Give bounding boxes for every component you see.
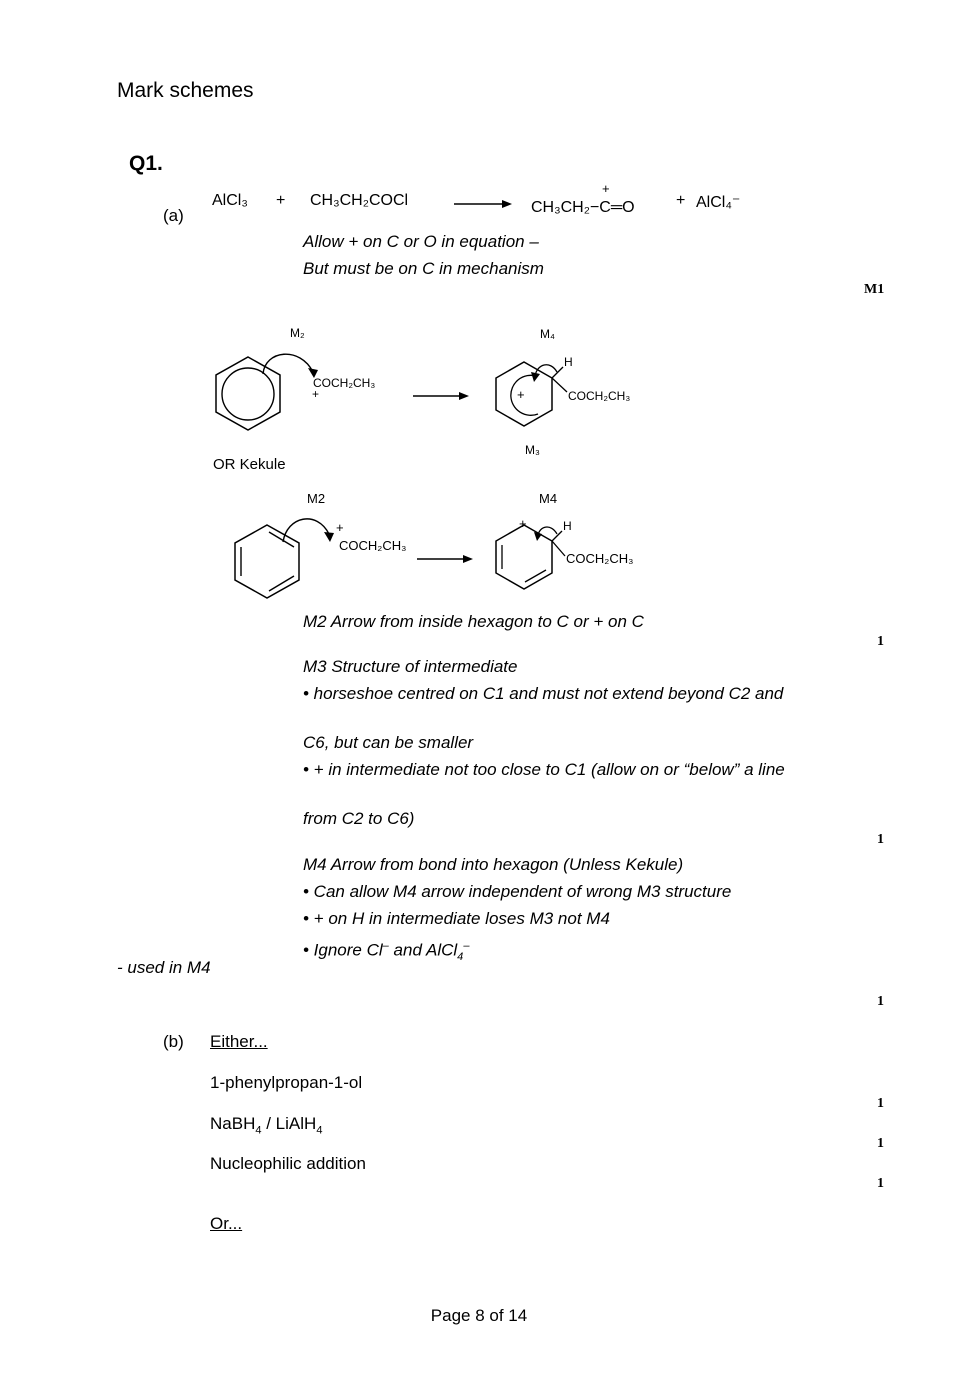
m4-line-allow: • Can allow M4 arrow independent of wrong M3 structure: [303, 882, 732, 901]
mark-m3: 1: [877, 832, 884, 847]
m4-ignore-sub: 4: [457, 951, 464, 964]
acyl-top: COCH₂CH₃: [313, 376, 376, 390]
h-top: H: [564, 355, 573, 369]
m4-ignore-prefix: • Ignore Cl: [303, 940, 383, 960]
m3-line-plus: • + in intermediate not too close to C1 (allow on or “below” a line: [303, 760, 785, 779]
acyl-bottom: COCH₂CH₃: [339, 538, 407, 553]
either-heading: Either...: [210, 1032, 268, 1051]
eq-product-charge: +: [602, 181, 610, 196]
label-m4-top: M₄: [540, 327, 555, 341]
note-line-2: But must be on C in mechanism: [303, 259, 544, 278]
product-acyl-bottom: COCH₂CH₃: [566, 551, 634, 566]
label-m4-bottom: M4: [539, 491, 558, 506]
label-m2-bottom: M2: [307, 491, 326, 506]
reagent-sub1: 4: [255, 1124, 262, 1137]
m3-title: M3 Structure of intermediate: [303, 657, 518, 676]
kekule-ring: [235, 525, 299, 598]
label-m3: M₃: [525, 443, 540, 457]
reagent-prefix: NaBH: [210, 1114, 256, 1133]
m4-ignore-minus2: –: [463, 940, 470, 952]
reagent-sub2: 4: [316, 1124, 323, 1137]
used-in-m4: - used in M4: [117, 958, 211, 977]
eq-plus1: +: [276, 192, 286, 209]
label-m2-top: M₂: [290, 326, 305, 340]
eq-reactant1: AlCl₃: [212, 192, 248, 209]
eq-plus2: +: [676, 192, 686, 209]
mark-m1: M1: [864, 282, 885, 297]
m3-line-horseshoe: • horseshoe centred on C1 and must not extend beyond C2 and: [303, 684, 784, 703]
reagent-mid: / LiAlH: [261, 1114, 317, 1133]
or-kekule: OR Kekule: [213, 456, 286, 473]
eq-arrow: [452, 196, 514, 212]
mark-m4: 1: [877, 994, 884, 1009]
m4-line-ignore: [303, 935, 469, 968]
mark-b2: 1: [877, 1136, 884, 1151]
m4-ignore-mid: and AlCl: [388, 940, 458, 960]
m2-criteria: M2 Arrow from inside hexagon to C or + on C: [303, 612, 644, 631]
answer-reagent: [210, 1114, 322, 1136]
m3-line-c6: C6, but can be smaller: [303, 733, 474, 752]
answer-mechanism: Nucleophilic addition: [210, 1154, 366, 1173]
m3-line-c2c6: from C2 to C6): [303, 809, 415, 828]
mark-b1: 1: [877, 1096, 884, 1111]
product-acyl-top: COCH₂CH₃: [568, 389, 631, 403]
eq-reactant2: CH₃CH₂COCl: [310, 192, 409, 209]
mark-b3: 1: [877, 1176, 884, 1191]
kekule-intermediate-ring: [496, 525, 552, 589]
m4-ignore-minus1: –: [382, 940, 389, 952]
part-a-label: (a): [163, 206, 184, 225]
question-number: Q1.: [129, 152, 163, 175]
page-footer: Page 8 of 14: [430, 1306, 528, 1325]
plus-bottom: +: [336, 520, 344, 535]
m4-line-h: • + on H in intermediate loses M3 not M4: [303, 909, 610, 928]
mark-m2: 1: [877, 634, 884, 649]
h-bottom: H: [563, 519, 572, 533]
eq-product1: CH₃CH₂−C═O: [531, 199, 635, 216]
or-heading: Or...: [210, 1214, 243, 1233]
mechanism-diagram: [205, 320, 665, 610]
answer-product: 1-phenylpropan-1-ol: [210, 1073, 363, 1092]
page-title: Mark schemes: [117, 79, 254, 102]
note-line-1: Allow + on C or O in equation –: [303, 232, 539, 251]
eq-product2: AlCl₄⁻: [696, 194, 741, 211]
m4-title: M4 Arrow from bond into hexagon (Unless Kekule): [303, 855, 684, 874]
plus-top: +: [312, 387, 320, 401]
part-b-label: (b): [163, 1032, 184, 1051]
ring-plus: +: [517, 387, 525, 402]
ring-plus-bottom: +: [519, 516, 527, 531]
